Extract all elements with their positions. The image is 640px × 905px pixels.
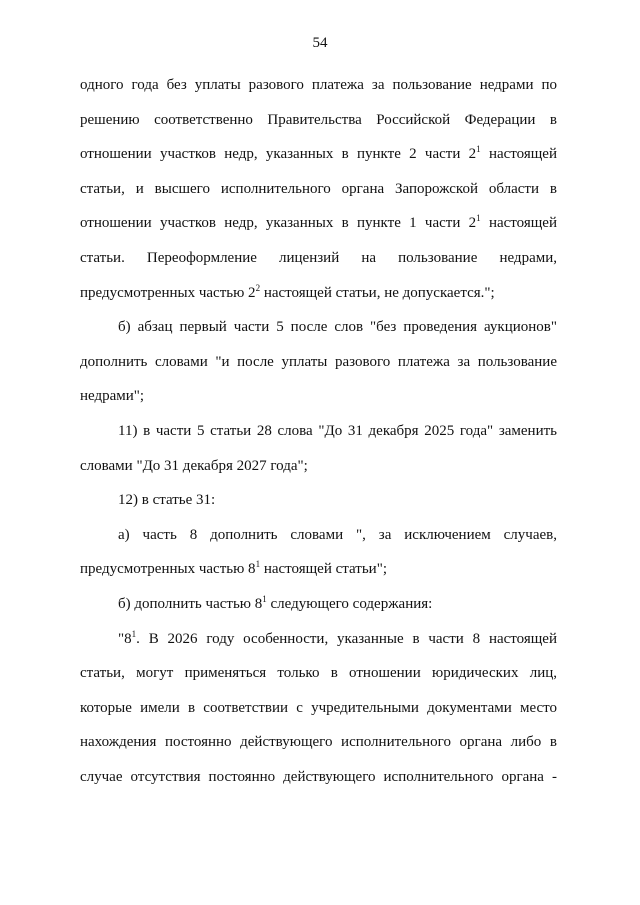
- text-line: [80, 310, 557, 345]
- line-text: которые имели в соответствии с учредительными документами место: [80, 699, 557, 716]
- text-line: [80, 449, 557, 484]
- line-text: настоящей статьи, не допускается.";: [260, 284, 495, 301]
- document-body: [80, 68, 557, 794]
- text-line: [80, 68, 557, 103]
- line-text: 12) в статье 31:: [118, 492, 216, 509]
- superscript: 1: [262, 593, 267, 604]
- text-line: [80, 622, 557, 657]
- text-line: [80, 276, 557, 311]
- line-text: отношении участков недр, указанных в пункте 2 части 2: [80, 146, 477, 163]
- text-line: [80, 414, 557, 449]
- superscript: 1: [131, 628, 137, 639]
- line-text: настоящей: [480, 146, 557, 163]
- line-text: дополнить словами "и после уплаты разового платежа за пользование: [80, 353, 557, 370]
- text-line: [80, 379, 557, 414]
- line-text: настоящей: [480, 215, 557, 232]
- superscript: 1: [255, 559, 261, 570]
- line-text: статьи, могут применяться только в отношении юридических лиц,: [80, 665, 557, 682]
- text-line: [80, 691, 557, 726]
- text-line: [80, 483, 557, 518]
- line-text: отношении участков недр, указанных в пункте 1 части 2: [80, 215, 477, 232]
- text-line: [80, 760, 557, 795]
- line-text: . В 2026 году особенности, указанные в части 8 настоящей: [136, 630, 557, 647]
- line-text: словами "До 31 декабря 2027 года";: [80, 457, 308, 474]
- text-line: [80, 656, 557, 691]
- text-line: [80, 345, 557, 380]
- text-line: [80, 552, 557, 587]
- text-line: [80, 241, 557, 276]
- line-text: статьи. Переоформление лицензий на пользование недрами,: [80, 249, 557, 266]
- line-text: предусмотренных частью 2: [80, 284, 256, 301]
- superscript: 1: [476, 144, 481, 155]
- superscript: 1: [476, 213, 481, 224]
- text-line: [80, 172, 557, 207]
- line-text: б) абзац первый части 5 после слов "без проведения аукционов": [118, 319, 557, 336]
- line-text: нахождения постоянно действующего исполнительного органа либо в: [80, 734, 557, 751]
- text-line: [80, 103, 557, 138]
- line-text: "8: [118, 630, 132, 647]
- line-text: недрами";: [80, 388, 145, 405]
- line-text: настоящей статьи";: [260, 561, 387, 578]
- text-line: [80, 137, 557, 172]
- line-text: решению соответственно Правительства Российской Федерации в: [80, 111, 557, 128]
- page-number: 54: [312, 35, 328, 51]
- line-text: 11) в части 5 статьи 28 слова "До 31 декабря 2025 года" заменить: [118, 422, 557, 439]
- text-line: [80, 518, 557, 553]
- text-line: [80, 206, 557, 241]
- line-text: одного года без уплаты разового платежа за пользование недрами по: [80, 77, 557, 93]
- line-text: а) часть 8 дополнить словами ", за исключением случаев,: [118, 526, 557, 543]
- line-text: б) дополнить частью 8: [118, 595, 263, 612]
- line-text: следующего содержания:: [266, 595, 433, 612]
- text-line: [80, 725, 557, 760]
- text-line: [80, 587, 557, 622]
- line-text: предусмотренных частью 8: [80, 561, 256, 578]
- line-text: случае отсутствия постоянно действующего исполнительного органа -: [80, 768, 557, 785]
- superscript: 2: [255, 282, 261, 293]
- line-text: статьи, и высшего исполнительного органа Запорожской области в: [80, 180, 557, 197]
